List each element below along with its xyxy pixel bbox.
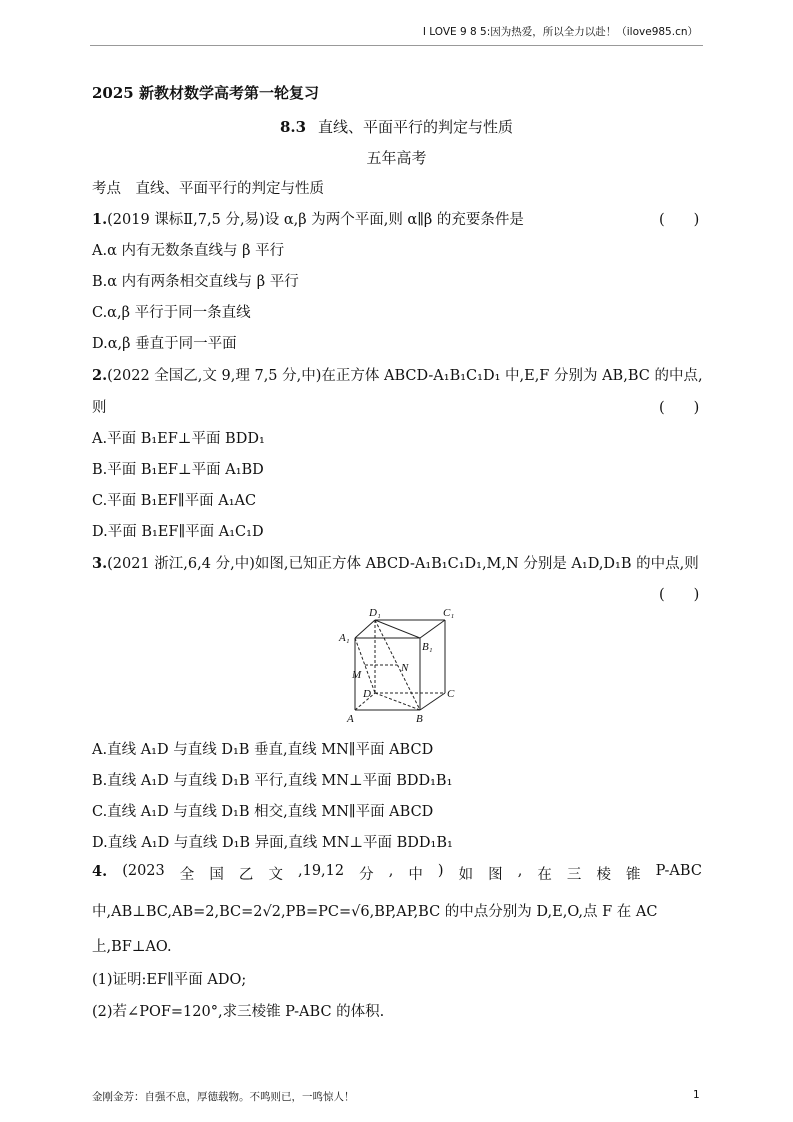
stem-token: 国 bbox=[209, 867, 224, 883]
stem-token: (2023 bbox=[122, 863, 165, 879]
label-a: A bbox=[347, 713, 354, 725]
edge-b-c bbox=[420, 693, 445, 710]
stem-token: ,19,12 bbox=[297, 863, 345, 879]
stem-token: ) bbox=[437, 863, 444, 879]
q3-option-d: D.直线 A₁D 与直线 D₁B 异面,直线 MN⊥平面 BDD₁B₁ bbox=[92, 835, 453, 851]
topic-heading: 考点 直线、平面平行的判定与性质 bbox=[92, 181, 324, 197]
label-c: C bbox=[447, 688, 455, 700]
stem-token: 全 bbox=[179, 867, 195, 883]
q2-option-c: C.平面 B₁EF∥平面 A₁AC bbox=[92, 493, 257, 509]
cube-figure bbox=[335, 605, 460, 725]
section-title bbox=[0, 116, 793, 137]
stem-token: 中 bbox=[408, 867, 423, 883]
stem-token: , bbox=[517, 863, 523, 879]
answer-paren: ( ) bbox=[659, 400, 700, 416]
stem-token: 乙 bbox=[238, 867, 254, 883]
q2-option-a: A.平面 B₁EF⊥平面 BDD₁ bbox=[92, 431, 265, 447]
question-2-stem-cont: 则 bbox=[92, 400, 107, 416]
label-a1: A₁ bbox=[339, 632, 350, 644]
question-number: 2. bbox=[92, 367, 108, 384]
stem-token: 分 bbox=[359, 867, 374, 883]
question-number: 1. bbox=[92, 211, 108, 228]
label-m: M bbox=[352, 669, 362, 681]
question-4-line-2: 中,AB⊥BC,AB=2,BC=2√2,PB=PC=√6,BP,AP,BC 的中点分别为 D,E,O,点 F 在 AC bbox=[92, 904, 658, 920]
q1-option-a: A.α 内有无数条直线与 β 平行 bbox=[92, 243, 285, 259]
stem-token: 在 bbox=[537, 867, 552, 883]
label-n: N bbox=[401, 662, 409, 674]
stem-token: 棱 bbox=[596, 867, 611, 883]
question-number: 3. bbox=[92, 555, 108, 572]
q3-option-b: B.直线 A₁D 与直线 D₁B 平行,直线 MN⊥平面 BDD₁B₁ bbox=[92, 773, 453, 789]
page-number: 1 bbox=[693, 1089, 700, 1101]
q4-part-2: (2)若∠POF=120°,求三棱锥 P-ABC 的体积. bbox=[92, 1004, 385, 1020]
question-number: 4. bbox=[92, 863, 108, 880]
section-number: 8.3 bbox=[279, 118, 307, 136]
question-4-line-3: 上,BF⊥AO. bbox=[92, 939, 172, 955]
q1-option-d: D.α,β 垂直于同一平面 bbox=[92, 336, 237, 352]
label-b: B bbox=[416, 713, 423, 725]
subtitle: 五年高考 bbox=[366, 149, 427, 167]
stem-token: , bbox=[388, 863, 394, 879]
edge-c1-b1 bbox=[420, 620, 445, 638]
label-d1: D₁ bbox=[369, 607, 381, 619]
edge-a1-d1 bbox=[355, 620, 375, 638]
q2-option-d: D.平面 B₁EF∥平面 A₁C₁D bbox=[92, 524, 264, 540]
section-name: 直线、平面平行的判定与性质 bbox=[318, 118, 514, 136]
label-c1: C₁ bbox=[443, 607, 455, 619]
edge-d1-b1 bbox=[375, 620, 420, 638]
q1-option-c: C.α,β 平行于同一条直线 bbox=[92, 305, 251, 321]
q2-option-b: B.平面 B₁EF⊥平面 A₁BD bbox=[92, 462, 264, 478]
page-header: I LOVE 9 8 5:因为热爱，所以全力以赴！（ilove985.cn） bbox=[422, 26, 698, 38]
answer-paren: ( ) bbox=[659, 587, 700, 603]
question-3-stem bbox=[92, 552, 699, 573]
q1-option-b: B.α 内有两条相交直线与 β 平行 bbox=[92, 274, 299, 290]
q3-option-c: C.直线 A₁D 与直线 D₁B 相交,直线 MN∥平面 ABCD bbox=[92, 804, 434, 820]
footer-motto: 金刚金芳：自强不息，厚德载物。不鸣则已，一鸣惊人！ bbox=[92, 1091, 355, 1103]
q3-option-a: A.直线 A₁D 与直线 D₁B 垂直,直线 MN∥平面 ABCD bbox=[92, 742, 434, 758]
header-rule bbox=[90, 45, 703, 46]
question-2-stem bbox=[92, 364, 703, 385]
stem-token: 三 bbox=[566, 867, 582, 883]
segment-d-b bbox=[375, 693, 420, 710]
label-d: D bbox=[363, 688, 371, 700]
question-text: (2019 课标Ⅱ,7,5 分,易)设 α,β 为两个平面,则 α∥β 的充要条件是 bbox=[107, 212, 524, 228]
stem-token: 图 bbox=[488, 867, 503, 883]
document-title: 2025 新教材数学高考第一轮复习 bbox=[92, 84, 319, 102]
stem-token: 锥 bbox=[626, 867, 641, 883]
stem-token: P-ABC bbox=[655, 863, 702, 879]
q4-part-1: (1)证明:EF∥平面 ADO; bbox=[92, 972, 247, 988]
label-b1: B₁ bbox=[422, 641, 433, 653]
question-4-stem bbox=[92, 863, 702, 884]
answer-paren: ( ) bbox=[659, 212, 700, 228]
stem-token: 如 bbox=[458, 867, 474, 883]
question-1-stem bbox=[92, 208, 524, 229]
stem-token: 文 bbox=[268, 867, 283, 883]
question-text: (2021 浙江,6,4 分,中)如图,已知正方体 ABCD-A₁B₁C₁D₁,M,N 分别是 A₁D,D₁B 的中点,则 bbox=[107, 556, 699, 572]
question-text: (2022 全国乙,文 9,理 7,5 分,中)在正方体 ABCD-A₁B₁C₁D₁ 中,E,F 分别为 AB,BC 的中点, bbox=[107, 368, 703, 384]
